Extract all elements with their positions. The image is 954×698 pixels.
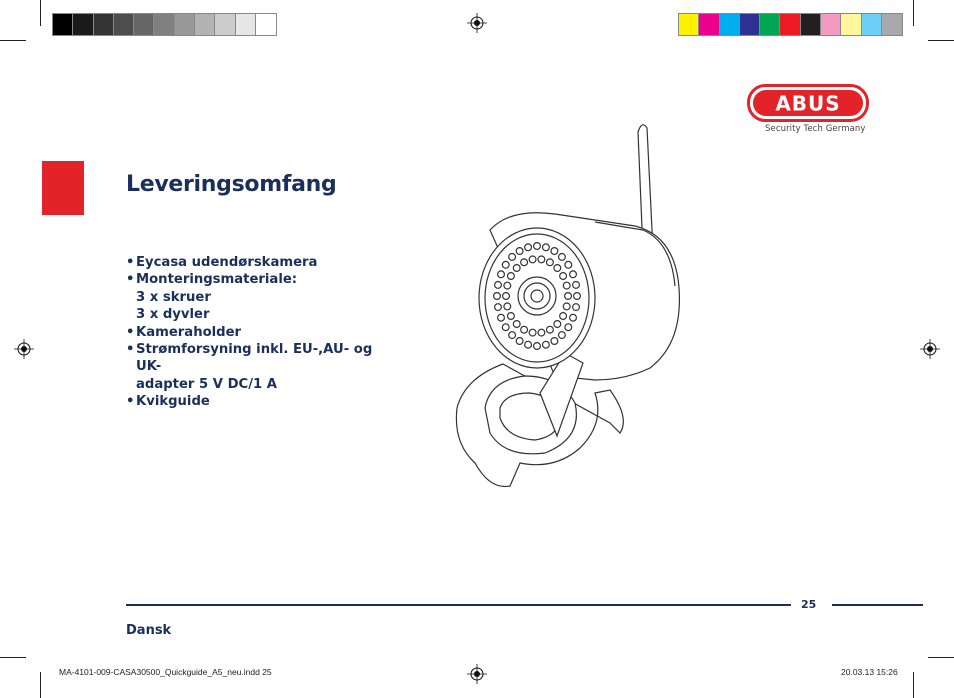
bullet-icon: • [126,342,135,358]
grayscale-swatch [236,14,256,35]
page-title: Leveringsomfang [126,172,337,197]
process-swatch [679,14,699,35]
grayscale-color-bar [52,13,277,36]
process-swatch [699,14,719,35]
process-swatch [720,14,740,35]
grayscale-swatch [94,14,114,35]
process-swatch [862,14,882,35]
process-swatch [760,14,780,35]
footer-rule [832,604,923,606]
grayscale-swatch [73,14,93,35]
brand-tagline: Security Tech Germany [765,124,866,134]
process-swatch [740,14,760,35]
crop-mark [913,0,914,26]
crop-mark [0,40,26,41]
abus-logo [747,84,869,122]
list-item: • Eycasa udendørskamera [126,255,318,270]
grayscale-swatch [114,14,134,35]
bullet-icon: • [126,324,135,340]
process-swatch [841,14,861,35]
process-swatch [780,14,800,35]
grayscale-swatch [53,14,73,35]
slug-datetime: 20.03.13 15:26 [841,667,898,677]
list-item: • Strømforsyning inkl. EU-,AU- og UK- adapter 5 V DC/1 A [126,342,373,392]
process-swatch [821,14,841,35]
list-item: • Kvikguide [126,394,210,410]
process-color-bar [678,13,903,36]
language-label: Dansk [126,623,172,638]
crop-mark [40,0,41,26]
crop-mark [928,40,954,41]
grayscale-swatch [215,14,235,35]
slug-filename: MA-4101-009-CASA30500_Quickguide_A5_neu.indd 25 [59,667,272,677]
bullet-icon: • [126,394,135,410]
list-item: • Monteringsmateriale: 3 x skruer 3 x dyvler [126,272,298,323]
bullet-icon: • [126,272,135,288]
grayscale-swatch [195,14,215,35]
camera-illustration [445,118,690,493]
grayscale-swatch [256,14,276,35]
registration-mark-icon [14,339,34,359]
process-swatch [801,14,821,35]
footer-rule [126,604,791,606]
page-number: 25 [801,598,817,611]
registration-mark-icon [467,13,487,33]
process-swatch [882,14,902,35]
crop-mark [40,672,41,698]
crop-mark [928,657,954,658]
section-marker [42,161,84,215]
grayscale-swatch [134,14,154,35]
list-item: • Kameraholder [126,324,242,340]
delivery-contents-list [126,254,396,411]
svg-text:ABUS: ABUS [775,91,841,116]
crop-mark [0,657,26,658]
grayscale-swatch [154,14,174,35]
grayscale-swatch [175,14,195,35]
bullet-icon: • [126,255,135,270]
crop-mark [913,672,914,698]
registration-mark-icon [467,664,487,684]
registration-mark-icon [920,339,940,359]
